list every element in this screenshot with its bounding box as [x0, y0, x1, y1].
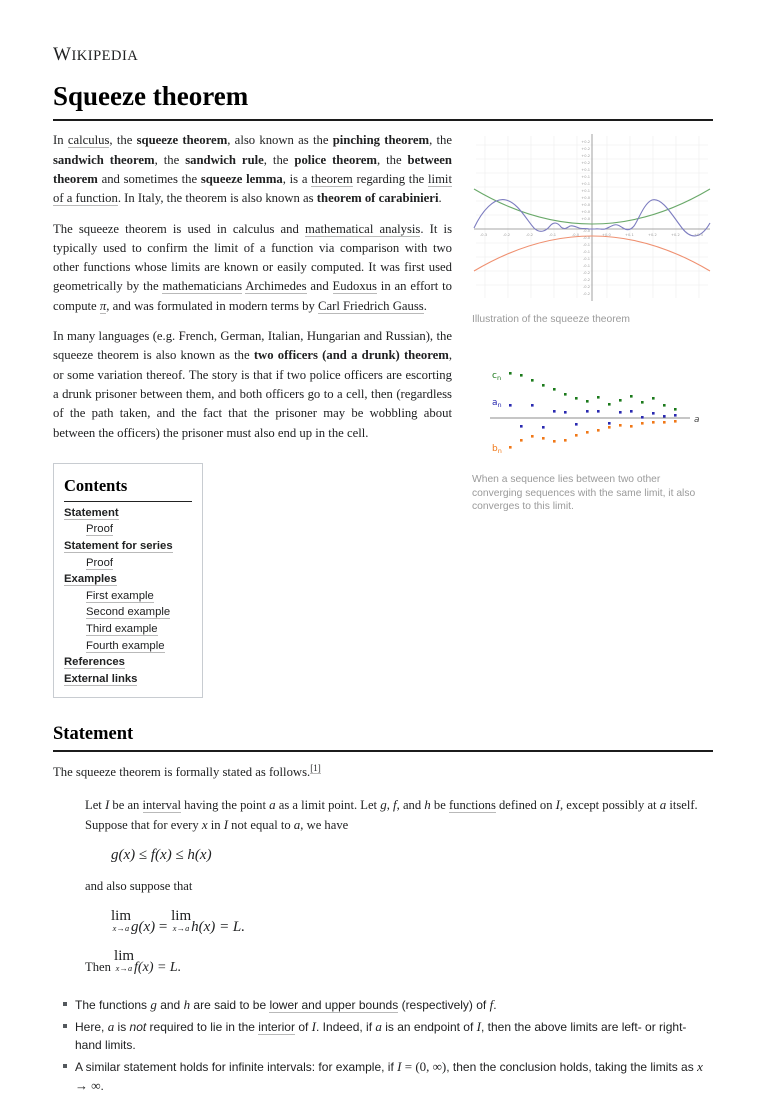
- text-run: , the: [263, 152, 295, 167]
- toc-heading: Contents: [64, 476, 192, 502]
- reference-link-1[interactable]: [1]: [310, 763, 321, 774]
- svg-text:+0.2: +0.2: [581, 140, 590, 145]
- emphasis-bold: sandwich rule: [185, 152, 264, 167]
- inline-link[interactable]: limit of a function: [53, 171, 452, 206]
- statement-section: [53, 724, 713, 1096]
- text-run: and sometimes the: [97, 171, 201, 186]
- svg-text:+0.0: +0.0: [581, 217, 590, 222]
- toc-link[interactable]: Third example: [86, 623, 158, 635]
- lead-paragraph-3: [53, 327, 452, 443]
- inline-link[interactable]: mathematicians: [162, 279, 243, 294]
- note-item: [75, 1017, 713, 1055]
- svg-text:-0.2: -0.2: [582, 271, 590, 276]
- svg-text:+0.0: +0.0: [581, 210, 590, 215]
- text-run: , the: [429, 133, 452, 148]
- text-run: defined on: [495, 797, 556, 812]
- text-run: of: [294, 1020, 312, 1035]
- emphasis-bold: police theorem: [294, 152, 377, 167]
- svg-text:-0.3: -0.3: [480, 233, 488, 238]
- toc-link[interactable]: Proof: [86, 523, 114, 536]
- equation-limits: [111, 909, 728, 936]
- text-run: , and was formulated in modern terms by: [106, 298, 318, 313]
- inline-link[interactable]: Carl Friedrich Gauss: [318, 298, 424, 313]
- note-item: [75, 1057, 713, 1097]
- emphasis-bold: squeeze lemma: [200, 171, 283, 186]
- figure-caption-2: When a sequence lies between two other converging sequences with the same limit, it also converges to this limit.: [472, 473, 696, 513]
- text-run: In many languages (e.g. French, German, Italian, Hungarian and Russian), the squeeze theorem is also known as the: [53, 329, 452, 363]
- lim-operator-2: lim x→a: [171, 908, 192, 934]
- math-variable: a: [375, 1019, 382, 1035]
- figure-squeeze-graph: [472, 131, 716, 327]
- squeeze-graph-svg[interactable]: [472, 131, 712, 303]
- wordmark-initial: W: [53, 44, 72, 65]
- inline-link[interactable]: interval: [142, 797, 181, 812]
- svg-text:-0.1: -0.1: [549, 233, 557, 238]
- limit-label: a: [694, 414, 700, 425]
- text-run: , we have: [300, 817, 349, 832]
- toc-link[interactable]: Proof: [86, 556, 114, 569]
- text-run: , the: [376, 152, 408, 167]
- math-variable: h: [183, 997, 191, 1013]
- math-variable: I: [555, 796, 560, 812]
- statement-intro-text: The squeeze theorem is formally stated as follows.: [53, 765, 311, 780]
- svg-text:-0.0: -0.0: [582, 229, 590, 234]
- text-run: . In Italy, the theorem is also known as: [117, 191, 317, 206]
- reference-marker-1[interactable]: [310, 763, 321, 774]
- math-variable: a: [659, 796, 667, 812]
- text-run: ,: [386, 797, 394, 812]
- series-label-cn: $c_n$: [492, 370, 502, 382]
- toc-item-external-links[interactable]: [64, 671, 192, 688]
- text-run: , the: [109, 133, 137, 148]
- math-variable: f: [393, 796, 397, 812]
- theorem-mid-text: and also suppose that: [85, 879, 193, 894]
- text-run: in an effort to compute: [53, 279, 452, 313]
- lim-operator-3: lim x→a: [114, 948, 135, 974]
- math-variable: a: [293, 816, 301, 832]
- then-tail: f(x) = L.: [134, 960, 182, 976]
- eq-equals-1: =: [158, 919, 168, 936]
- toc-item-proof[interactable]: [64, 555, 192, 572]
- math-variable: I: [104, 796, 110, 812]
- inline-link[interactable]: interior: [258, 1020, 295, 1035]
- toc-item-proof[interactable]: [64, 521, 192, 538]
- inline-link[interactable]: mathematical analysis: [305, 221, 421, 236]
- inline-link[interactable]: Eudoxus: [332, 279, 377, 294]
- eq-h-of-x: h(x): [191, 919, 216, 936]
- section-heading-statement: Statement: [53, 724, 713, 752]
- inline-link[interactable]: Archimedes: [245, 279, 307, 294]
- toc-item-statement-for-series[interactable]: [64, 538, 192, 555]
- lead-paragraph-1: [53, 131, 452, 208]
- svg-text:-0.0: -0.0: [572, 233, 580, 238]
- math-variable: I: [223, 816, 229, 832]
- emphasis-bold: sandwich theorem: [53, 152, 155, 167]
- math-variable: I: [311, 1019, 317, 1035]
- lead-paragraph-2: [53, 220, 452, 316]
- inline-link[interactable]: lower and upper bounds: [269, 998, 399, 1013]
- svg-text:-0.1: -0.1: [582, 264, 590, 269]
- math-expression: = (0, ∞): [401, 1058, 447, 1074]
- inline-link[interactable]: calculus: [67, 133, 110, 148]
- lim-operator-1: lim x→a: [111, 908, 132, 934]
- text-run: (respectively) of: [398, 998, 490, 1013]
- math-variable: a: [269, 796, 276, 812]
- text-run: , or some variation thereof. The story is that if two police officers are escorting a drunk prisoner between them, and both officers go to a cell, then (regardless of the path taken, and the fact that the prisoner may be wobbling about between the officers) the prisoner must also end up in the cell.: [53, 348, 452, 440]
- text-run: The squeeze theorem is used in calculus and: [53, 221, 305, 236]
- wordmark-rest: IKIPEDIA: [71, 48, 139, 64]
- text-run: . Indeed, if: [316, 1020, 376, 1035]
- text-run: The functions: [75, 998, 151, 1013]
- lead-text-column: [53, 131, 452, 698]
- math-variable: g: [150, 997, 157, 1013]
- svg-text:-0.2: -0.2: [582, 278, 590, 283]
- inline-link[interactable]: theorem: [311, 171, 353, 186]
- toc-link[interactable]: References: [64, 656, 125, 669]
- text-run: and: [306, 279, 333, 294]
- svg-text:+0.2: +0.2: [581, 161, 590, 166]
- wikipedia-wordmark: [53, 45, 713, 64]
- text-run: , the: [154, 152, 186, 167]
- text-run: .: [100, 1079, 104, 1094]
- emphasis-italic: not: [129, 1020, 147, 1035]
- toc-item-fourth-example[interactable]: [64, 638, 192, 655]
- svg-text:-0.2: -0.2: [526, 233, 534, 238]
- svg-text:-0.2: -0.2: [582, 285, 590, 290]
- inline-link[interactable]: π: [99, 298, 107, 313]
- text-run: be an: [109, 797, 143, 812]
- svg-text:+0.3: +0.3: [694, 233, 703, 238]
- svg-text:-0.0: -0.0: [582, 236, 590, 241]
- eq-g-of-x: g(x): [131, 919, 156, 936]
- svg-text:-0.2: -0.2: [582, 292, 590, 297]
- toc-link[interactable]: External links: [64, 672, 138, 685]
- toc-item-second-example[interactable]: [64, 604, 192, 621]
- lead-section: [53, 131, 713, 698]
- emphasis-bold: pinching theorem: [332, 133, 430, 148]
- toc-link[interactable]: Examples: [64, 573, 117, 586]
- math-variable: x: [201, 816, 208, 832]
- toc-link[interactable]: Statement: [64, 506, 119, 519]
- text-run: , then the conclusion holds, taking the limits as: [446, 1059, 698, 1074]
- math-variable: a: [107, 1019, 115, 1035]
- eq-tail: = L.: [219, 919, 246, 936]
- svg-text:-0.1: -0.1: [582, 257, 590, 262]
- series-label-an: $a_n$: [492, 397, 502, 409]
- text-run: .: [423, 298, 427, 313]
- emphasis-bold: theorem of carabinieri: [316, 191, 439, 206]
- text-run: not equal to: [228, 817, 294, 832]
- theorem-premise: [85, 795, 728, 835]
- text-run: as a limit point. Let: [275, 797, 381, 812]
- svg-text:+0.1: +0.1: [581, 168, 590, 173]
- text-run: .: [493, 998, 497, 1013]
- text-run: , is a: [282, 171, 312, 186]
- inline-link[interactable]: functions: [448, 797, 496, 812]
- toc-link[interactable]: Statement for series: [64, 540, 173, 553]
- svg-text:+0.1: +0.1: [581, 175, 590, 180]
- text-run: is: [114, 1020, 130, 1035]
- text-run: having the point: [180, 797, 270, 812]
- toc-item-first-example[interactable]: [64, 588, 192, 605]
- text-run: are said to be: [190, 998, 270, 1013]
- text-run: A similar statement holds for infinite intervals: for example, if: [75, 1059, 398, 1074]
- svg-text:+0.0: +0.0: [602, 233, 611, 238]
- statement-notes-list: [53, 995, 713, 1096]
- toc-item-references[interactable]: [64, 654, 192, 671]
- emphasis-bold: squeeze theorem: [136, 133, 228, 148]
- math-variable: f: [489, 997, 494, 1013]
- table-of-contents: [53, 463, 203, 699]
- theorem-blockquote: [85, 795, 728, 979]
- statement-intro: [53, 763, 713, 782]
- toc-link[interactable]: Second example: [86, 606, 171, 619]
- series-label-bn: $b_n$: [492, 443, 502, 455]
- math-variable: g: [380, 796, 387, 812]
- toc-item-third-example[interactable]: [64, 621, 192, 638]
- text-run: . It is typically used to confirm the limit of a function via comparison with two other functions whose limits are known or easily computed. It was first used geometrically by the: [53, 221, 453, 294]
- svg-text:+0.0: +0.0: [581, 203, 590, 208]
- article-page: [53, 0, 713, 1098]
- text-run: Let: [85, 797, 105, 812]
- figure-column: [472, 131, 716, 517]
- note-item: [75, 995, 713, 1015]
- text-run: , also known as the: [227, 133, 333, 148]
- svg-text:+0.2: +0.2: [671, 233, 680, 238]
- toc-item-examples[interactable]: [64, 571, 192, 588]
- sequence-squeeze-svg[interactable]: [472, 363, 712, 463]
- math-variable: h: [424, 796, 431, 812]
- toc-item-statement[interactable]: [64, 505, 192, 522]
- svg-text:-0.1: -0.1: [582, 250, 590, 255]
- math-variable: I: [397, 1058, 402, 1074]
- page-title: Squeeze theorem: [53, 80, 713, 121]
- svg-text:+0.1: +0.1: [581, 182, 590, 187]
- text-run: , then the above limits are left- or right-hand limits.: [75, 1020, 687, 1052]
- text-run: in: [207, 817, 224, 832]
- math-variable: I: [476, 1019, 481, 1035]
- svg-text:-0.1: -0.1: [582, 243, 590, 248]
- text-run: itself. Suppose that for every: [85, 797, 698, 832]
- emphasis-bold: between theorem: [53, 152, 452, 186]
- text-run: is an endpoint of: [381, 1020, 477, 1035]
- theorem-conclusion: [85, 949, 728, 978]
- svg-text:+0.2: +0.2: [581, 154, 590, 159]
- text-run: Here,: [75, 1020, 108, 1035]
- figure-caption-1: Illustration of the squeeze theorem: [472, 314, 630, 326]
- svg-text:+0.1: +0.1: [581, 189, 590, 194]
- text-run: , except possibly at: [560, 797, 660, 812]
- toc-list: [64, 505, 192, 688]
- emphasis-bold: two officers (and a drunk) theorem: [253, 348, 449, 363]
- y-tick-labels: [581, 140, 590, 296]
- svg-text:-0.2: -0.2: [503, 233, 511, 238]
- svg-text:+0.2: +0.2: [581, 147, 590, 152]
- svg-text:+0.0: +0.0: [581, 196, 590, 201]
- then-prefix: Then: [85, 960, 115, 975]
- text-run: .: [438, 191, 442, 206]
- text-run: be: [430, 797, 449, 812]
- text-run: In: [53, 133, 68, 148]
- svg-text:+0.1: +0.1: [625, 233, 634, 238]
- equation-inequality: g(x) ≤ f(x) ≤ h(x): [111, 847, 212, 864]
- text-run: required to lie in the: [146, 1020, 259, 1035]
- toc-link[interactable]: First example: [86, 589, 154, 602]
- text-run: , and: [396, 797, 425, 812]
- svg-text:+0.2: +0.2: [648, 233, 657, 238]
- text-run: and: [156, 998, 184, 1013]
- figure-sequence-squeeze: [472, 363, 716, 514]
- toc-link[interactable]: Fourth example: [86, 639, 165, 652]
- math-variable: x → ∞: [75, 1058, 703, 1094]
- text-run: regarding the: [352, 171, 429, 186]
